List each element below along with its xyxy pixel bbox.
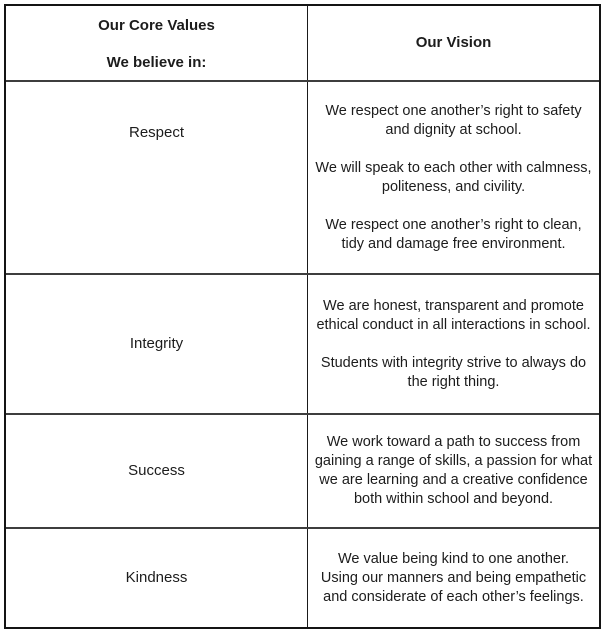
core-value-cell xyxy=(6,275,308,413)
core-value-cell xyxy=(6,529,308,627)
table-header-row xyxy=(6,6,599,82)
vision-paragraph: We work toward a path to success from gaining a range of skills, a passion for what we are learning and a creative confidence both within school and beyond. xyxy=(314,434,593,507)
header-vision-cell xyxy=(308,6,599,80)
vision-paragraph: We respect one another’s right to safety and dignity at school. xyxy=(325,102,582,138)
header-core-values-cell xyxy=(6,6,308,80)
core-value-label: Kindness xyxy=(125,569,188,586)
vision-paragraph: We value being kind to one another. xyxy=(337,550,570,567)
table-row xyxy=(6,415,599,529)
vision-cell xyxy=(308,529,599,627)
vision-title: Our Vision xyxy=(415,34,492,51)
vision-cell xyxy=(308,275,599,413)
vision-paragraph: We will speak to each other with calmness, politeness, and civility. xyxy=(315,159,592,195)
core-value-label: Success xyxy=(128,462,185,479)
vision-paragraph: We respect one another’s right to clean, tidy and damage free environment. xyxy=(325,216,582,252)
vision-paragraph: We are honest, transparent and promote ethical conduct in all interactions in school. xyxy=(316,297,591,333)
vision-paragraph: Students with integrity strive to always do the right thing. xyxy=(320,354,587,390)
we-believe-subtitle: We believe in: xyxy=(106,54,207,71)
vision-cell xyxy=(308,415,599,527)
core-value-cell xyxy=(6,82,308,273)
table-row xyxy=(6,82,599,275)
core-value-label: Respect xyxy=(128,124,185,141)
vision-paragraph: Using our manners and being empathetic and considerate of each other’s feelings. xyxy=(320,569,587,605)
table-row xyxy=(6,275,599,415)
core-values-table xyxy=(4,4,601,629)
vision-cell xyxy=(308,82,599,273)
core-values-title: Our Core Values xyxy=(98,17,215,34)
core-value-label: Integrity xyxy=(129,335,184,352)
table-row xyxy=(6,529,599,627)
core-value-cell xyxy=(6,415,308,527)
